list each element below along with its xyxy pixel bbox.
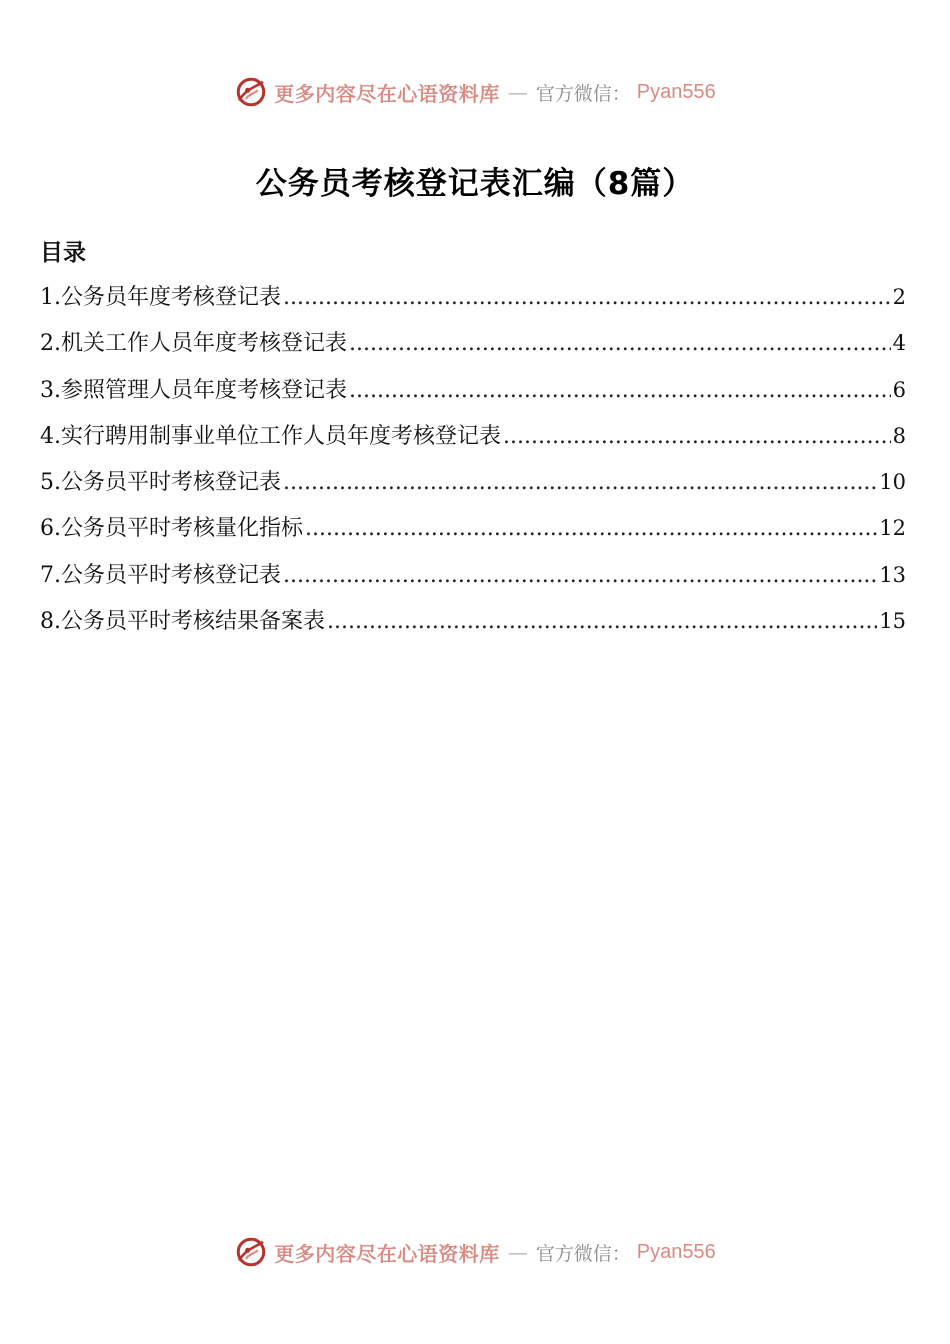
toc-dot-leader <box>305 516 877 541</box>
toc-item-page: 8 <box>892 423 906 448</box>
document-title: 公务员考核登记表汇编（8篇） <box>255 166 695 202</box>
toc-dot-leader <box>349 331 891 356</box>
banner-dash: — <box>507 1240 528 1264</box>
banner-text: 更多内容尽在心语资料库 <box>274 81 500 106</box>
banner-dash: — <box>507 80 528 104</box>
swirl-logo-icon <box>234 75 268 109</box>
footer-banner <box>0 1232 950 1272</box>
toc-dot-leader <box>349 378 891 403</box>
toc-item[interactable] <box>40 558 906 604</box>
banner-wechat-id: Pyan556 <box>636 80 716 103</box>
toc-dot-leader <box>283 563 877 588</box>
toc-item[interactable] <box>40 373 906 419</box>
toc-item[interactable] <box>40 511 906 557</box>
toc-dot-leader <box>503 424 891 449</box>
banner-content <box>234 75 715 109</box>
banner-wechat-label: 官方微信： <box>535 82 631 105</box>
banner-wechat-label: 官方微信： <box>535 1242 631 1265</box>
toc-item-label: 4.实行聘用制事业单位工作人员年度考核登记表 <box>40 423 501 449</box>
toc-list <box>40 280 906 650</box>
toc-item-page: 10 <box>879 470 906 495</box>
banner-text: 更多内容尽在心语资料库 <box>274 1241 500 1266</box>
toc-item-label: 1.公务员年度考核登记表 <box>40 285 281 310</box>
toc-item-page: 6 <box>892 377 906 402</box>
toc-item[interactable] <box>40 604 906 650</box>
toc-item-label: 5.公务员平时考核登记表 <box>40 470 281 496</box>
toc-item-label: 2.机关工作人员年度考核登记表 <box>40 331 347 357</box>
toc-item-label: 7.公务员平时考核登记表 <box>40 562 281 588</box>
toc-item-page: 12 <box>879 516 906 541</box>
toc-dot-leader <box>283 470 877 495</box>
toc-item[interactable] <box>40 280 906 326</box>
swirl-logo-icon <box>234 1235 268 1269</box>
toc-item[interactable] <box>40 465 906 511</box>
toc-item-label: 8.公务员平时考核结果备案表 <box>40 609 325 635</box>
toc-dot-leader <box>283 285 891 310</box>
toc-heading: 目录 <box>40 239 86 266</box>
toc-item-page: 2 <box>892 285 906 309</box>
toc-item[interactable] <box>40 326 906 372</box>
toc-item-label: 3.参照管理人员年度考核登记表 <box>40 377 347 403</box>
toc-dot-leader <box>327 609 877 634</box>
toc-item-page: 13 <box>879 562 906 587</box>
toc-item-page: 15 <box>879 609 906 634</box>
toc-item-label: 6.公务员平时考核量化指标 <box>40 516 303 542</box>
banner-content <box>234 1235 715 1269</box>
toc-item-page: 4 <box>892 331 906 356</box>
header-banner <box>0 72 950 112</box>
banner-wechat-id: Pyan556 <box>636 1240 716 1263</box>
toc-item[interactable] <box>40 419 906 465</box>
